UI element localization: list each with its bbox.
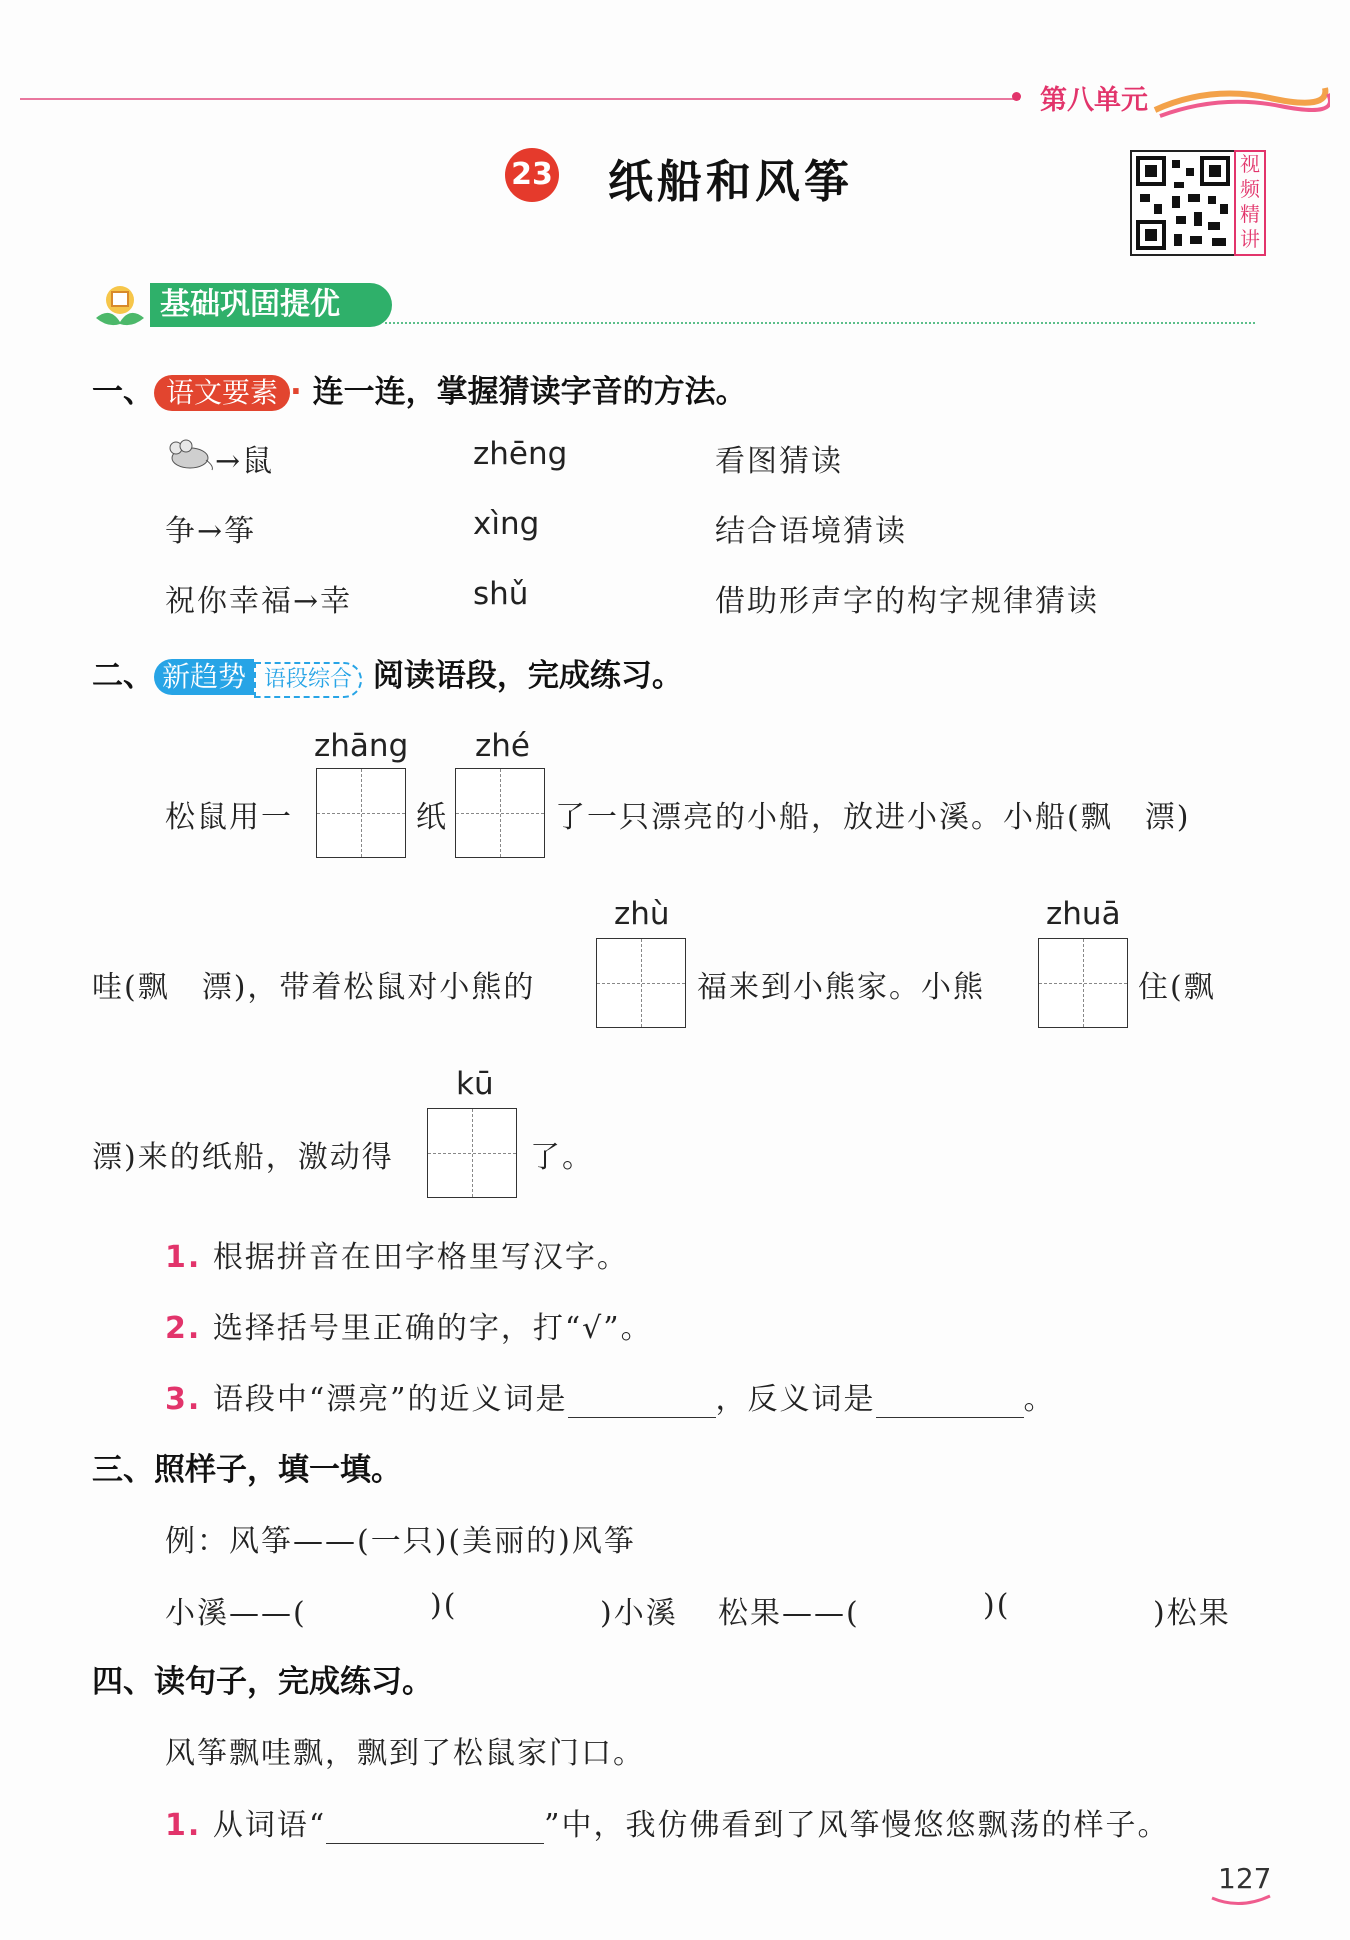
sun-leaf-icon xyxy=(92,278,148,330)
q4-heading: 四、读句子，完成练习。 xyxy=(92,1664,433,1700)
q3-blank-1[interactable] xyxy=(330,1584,434,1624)
q3-line-f: )松果 xyxy=(1153,1596,1231,1631)
q2-sub-3-text-b: ，反义词是 xyxy=(715,1382,876,1417)
passage-line1-c: 了一只漂亮的小船，放进小溪。小船(飘 漂) xyxy=(555,800,1191,835)
section-divider xyxy=(385,322,1255,324)
q3-blank-2[interactable] xyxy=(460,1584,600,1624)
unit-label: 第八单元 xyxy=(1040,85,1148,116)
q4-sentence: 风筝飘哇飘，飘到了松鼠家门口。 xyxy=(165,1736,645,1771)
passage-line2-b: 福来到小熊家。小熊 xyxy=(697,970,985,1005)
q1-prompt: 连一连，掌握猜读字音的方法。 xyxy=(312,374,747,410)
q3-line-b: )( xyxy=(430,1588,458,1623)
q2-sub-3-text-c: 。 xyxy=(1023,1382,1056,1417)
passage-line3-b: 了。 xyxy=(530,1140,594,1175)
q2-sub-1-number: 1. xyxy=(165,1240,202,1275)
mouse-icon xyxy=(164,436,216,472)
q1-pinyin-3: shǔ xyxy=(473,576,529,612)
q1-left-3: 祝你幸福→幸 xyxy=(165,584,353,619)
tianzige-box-2[interactable] xyxy=(455,768,545,858)
q2-sub-3-text-a: 语段中“漂亮”的近义词是 xyxy=(212,1382,568,1417)
q3-line-a: 小溪——( xyxy=(165,1596,307,1631)
passage-line1-a: 松鼠用一 xyxy=(165,800,293,835)
word-blank[interactable] xyxy=(326,1808,544,1844)
synonym-blank[interactable] xyxy=(568,1382,716,1418)
q3-line-e: )( xyxy=(983,1588,1011,1623)
tianzige-box-4[interactable] xyxy=(1038,938,1128,1028)
q2-sub-3 xyxy=(165,1374,1056,1418)
q1-tag: 语文要素 xyxy=(154,375,290,411)
antonym-blank[interactable] xyxy=(876,1382,1024,1418)
q3-blank-4[interactable] xyxy=(1012,1584,1152,1624)
q1-number: 一、 xyxy=(92,374,154,410)
page-number-swoosh xyxy=(1210,1894,1272,1908)
pinyin-zhe: zhé xyxy=(475,728,530,764)
q2-sub-3-number: 3. xyxy=(165,1382,202,1417)
q2-sub-1 xyxy=(165,1232,629,1276)
q1-left-2: 争→筝 xyxy=(165,514,257,549)
header-rule xyxy=(20,98,1020,100)
q2-tag-trend: 新趋势 xyxy=(154,659,254,695)
q2-prompt: 阅读语段，完成练习。 xyxy=(372,658,683,694)
q4-sub-1-text-b: ”中，我仿佛看到了风筝慢悠悠飘荡的样子。 xyxy=(544,1808,1170,1843)
q3-heading: 三、照样子，填一填。 xyxy=(92,1452,402,1488)
q4-sub-1-number: 1. xyxy=(165,1808,202,1843)
q2-sub-2 xyxy=(165,1303,653,1347)
q2-number: 二、 xyxy=(92,658,154,694)
pinyin-ku: kū xyxy=(456,1066,494,1102)
lesson-title: 纸船和风筝 xyxy=(608,155,854,208)
q2-sub-2-text: 选择括号里正确的字，打“√”。 xyxy=(212,1311,653,1346)
qr-code[interactable] xyxy=(1130,150,1236,256)
qr-label: 视频精讲 xyxy=(1234,150,1266,256)
q1-pinyin-2: xìng xyxy=(473,506,540,542)
q1-pinyin-1: zhēng xyxy=(473,436,568,472)
q1-right-1: 看图猜读 xyxy=(715,444,843,479)
passage-line2-a: 哇(飘 漂)，带着松鼠对小熊的 xyxy=(92,970,536,1005)
q1-heading: 一、 语文要素 · 连一连，掌握猜读字音的方法。 xyxy=(92,374,747,410)
lesson-number: 23 xyxy=(505,148,559,202)
pinyin-zhua: zhuā xyxy=(1046,896,1121,932)
q2-sub-2-number: 2. xyxy=(165,1311,202,1346)
q3-line-c: )小溪 xyxy=(600,1596,678,1631)
header-dot xyxy=(1012,92,1021,101)
q2-sub-1-text: 根据拼音在田字格里写汉字。 xyxy=(212,1240,629,1275)
tianzige-box-5[interactable] xyxy=(427,1108,517,1198)
page-number: 127 xyxy=(1218,1862,1272,1895)
q1-left-1: →鼠 xyxy=(215,444,275,479)
passage-line1-b: 纸 xyxy=(416,800,448,835)
q3-blank-3[interactable] xyxy=(882,1584,982,1624)
q1-right-3: 借助形声字的构字规律猜读 xyxy=(715,584,1099,619)
q4-sub-1-text-a: 从词语“ xyxy=(212,1808,327,1843)
tianzige-box-1[interactable] xyxy=(316,768,406,858)
qr-code-icon xyxy=(1132,152,1234,254)
passage-line3-a: 漂)来的纸船，激动得 xyxy=(92,1140,394,1175)
passage-line2-c: 住(飘 xyxy=(1138,970,1216,1005)
q1-right-2: 结合语境猜读 xyxy=(715,514,907,549)
tianzige-box-3[interactable] xyxy=(596,938,686,1028)
pinyin-zhu: zhù xyxy=(614,896,670,932)
q3-line-d: 松果——( xyxy=(718,1596,860,1631)
q2-tag-type: 语段综合 xyxy=(254,662,362,698)
section-heading: 基础巩固提优 xyxy=(150,283,392,327)
q3-example: 例：风筝——(一只)(美丽的)风筝 xyxy=(165,1524,636,1559)
q4-sub-1 xyxy=(165,1800,1170,1844)
q2-heading xyxy=(92,650,683,698)
swoosh-decoration xyxy=(1150,80,1330,120)
pinyin-zhang: zhāng xyxy=(314,728,409,764)
